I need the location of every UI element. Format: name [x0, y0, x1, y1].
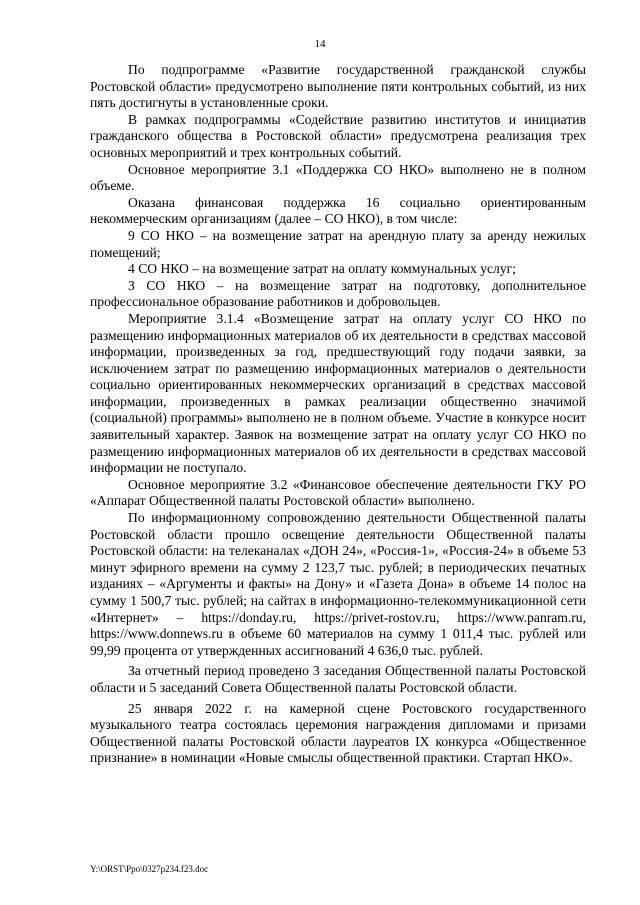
paragraph: 9 СО НКО – на возмещение затрат на арендную плату за аренду нежилых помещений; — [90, 227, 586, 260]
paragraph: 25 января 2022 г. на камерной сцене Ростовского государственного музыкального театра состоялась церемония награждения дипломами и призами Общественной палаты Ростовской области лауреатов IX конкурса «Общественное признание» в номинации «Новые смыслы общественной практики. Стартап НКО». — [90, 700, 586, 766]
paragraph: 3 СО НКО – на возмещение затрат на подготовку, дополнительное профессиональное образование работников и добровольцев. — [90, 277, 586, 310]
paragraph: В рамках подпрограммы «Содействие развитию институтов и инициатив гражданского общества в Ростовской области» предусмотрена реализация трех основных мероприятий и трех контрольных событий. — [90, 111, 586, 160]
footer-file-path: Y:\ORST\Ppo\0327p234.f23.doc — [90, 864, 209, 874]
paragraph: Основное мероприятие 3.2 «Финансовое обеспечение деятельности ГКУ РО «Аппарат Общественной палаты Ростовской области» выполнено. — [90, 476, 586, 509]
paragraph: По подпрограмме «Развитие государственной гражданской службы Ростовской области» предусмотрено выполнение пяти контрольных событий, из них пять достигнуты в установленные сроки. — [90, 62, 586, 111]
paragraph: По информационному сопровождению деятельности Общественной палаты Ростовской области прошло освещение деятельности Общественной палаты Ростовской области: на телеканалах «ДОН 24», «Россия-1», «Россия-24» в объеме 53 минут эфирного времени на сумму 2 123,7 тыс. рублей; в периодических печатных изданиях – «Аргументы и факты» на Дону» и «Газета Дона» в объеме 14 полос на сумму 1 500,7 тыс. рублей; на сайтах в информационно-телекоммуникационной сети «Интернет» – https://donday.ru, https://privet-rostov.ru, https://www.panram.ru, https://www.donnews.ru в объеме 60 материалов на сумму 1 011,4 тыс. рублей или 99,99 процента от утвержденных ассигнований 4 636,0 тыс. рублей. — [90, 510, 586, 658]
paragraph: Мероприятие 3.1.4 «Возмещение затрат на оплату услуг СО НКО по размещению информационных материалов об их деятельности в средствах массовой информации, произведенных за год, предшествующий году подачи заявки, за исключением затрат по размещению информационных материалов о деятельности социально ориентированных некоммерческих организаций в средствах массовой информации, произведенных в рамках реализации общественно значимой (социальной) программы» выполнено не в полном объеме. Участие в конкурсе носит заявительный характер. Заявок на возмещение затрат на оплату услуг СО НКО по размещению информационных материалов об их деятельности в средствах массовой информации не поступало. — [90, 310, 586, 476]
paragraph: Основное мероприятие 3.1 «Поддержка СО НКО» выполнено не в полном объеме. — [90, 161, 586, 194]
paragraph: 4 СО НКО – на возмещение затрат на оплату коммунальных услуг; — [128, 261, 516, 277]
document-body — [90, 62, 586, 767]
paragraph: Оказана финансовая поддержка 16 социально ориентированным некоммерческим организациям (далее – СО НКО), в том числе: — [90, 194, 586, 227]
page-number: 14 — [314, 38, 326, 50]
paragraph: За отчетный период проведено 3 заседания Общественной палаты Ростовской области и 5 заседаний Совета Общественной палаты Ростовской области. — [90, 663, 586, 695]
